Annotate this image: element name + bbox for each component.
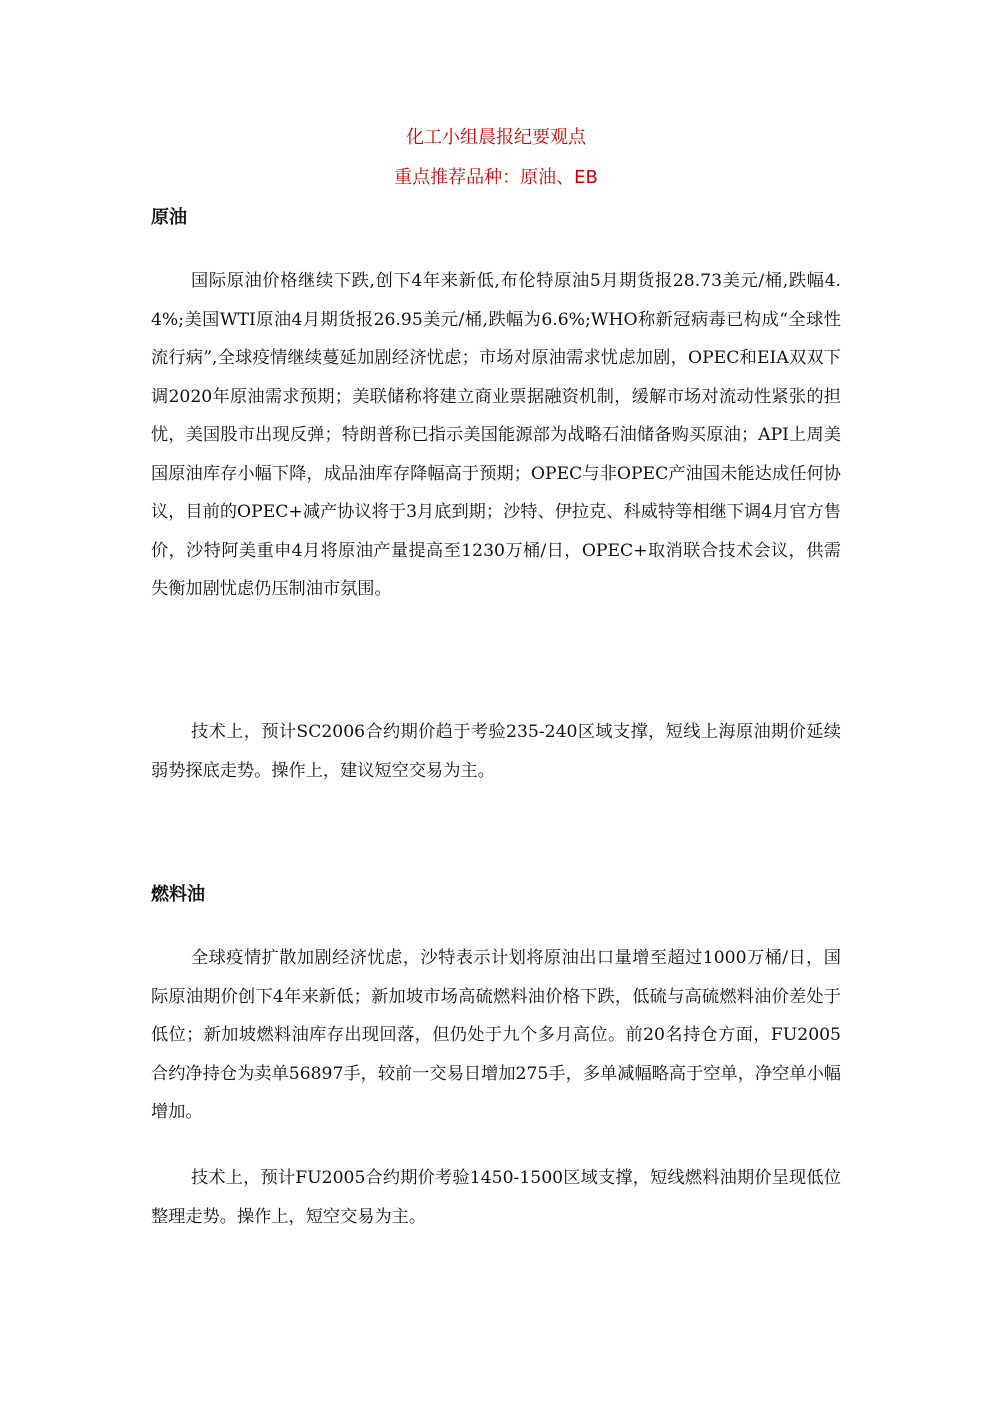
fuel-oil-paragraph-fundamentals: 全球疫情扩散加剧经济忧虑，沙特表示计划将原油出口量增至超过1000万桶/日，国际原油期价创下4年来新低；新加坡市场高硫燃料油价格下跌，低硫与高硫燃料油价差处于低位；新加坡燃料油库存出现回落，但仍处于九个多月高位。前20名持仓方面，FU2005合约净持仓为卖单56897手，较前一交易日增加275手，多单减幅略高于空单，净空单小幅增加。 — [151, 948, 841, 1122]
crude-oil-paragraph-technical: 技术上，预计SC2006合约期价趋于考验235-240区域支撑，短线上海原油期价延续弱势探底走势。操作上，建议短空交易为主。 — [151, 722, 841, 781]
section-heading-fuel-oil: 燃料油 — [151, 884, 205, 905]
crude-oil-paragraph-fundamentals: 国际原油价格继续下跌,创下4年来新低,布伦特原油5月期货报28.73美元/桶,跌幅4.4%;美国WTI原油4月期货报26.95美元/桶,跌幅为6.6%;WHO称新冠病毒已构成“全球性流行病”,全球疫情继续蔓延加剧经济忧虑；市场对原油需求忧虑加剧，OPEC和EIA双双下调2020年原油需求预期；美联储称将建立商业票据融资机制，缓解市场对流动性紧张的担忧，美国股市出现反弹；特朗普称已指示美国能源部为战略石油储备购买原油；API上周美国原油库存小幅下降，成品油库存降幅高于预期；OPEC与非OPEC产油国未能达成任何协议，目前的OPEC+减产协议将于3月底到期；沙特、伊拉克、科威特等相继下调4月官方售价，沙特阿美重申4月将原油产量提高至1230万桶/日，OPEC+取消联合技术会议，供需失衡加剧忧虑仍压制油市氛围。 — [151, 271, 841, 599]
fuel-oil-paragraph-technical: 技术上，预计FU2005合约期价考验1450-1500区域支撑，短线燃料油期价呈现低位整理走势。操作上，短空交易为主。 — [151, 1168, 841, 1227]
section-heading-crude-oil: 原油 — [151, 207, 187, 228]
document-subtitle: 重点推荐品种：原油、EB — [394, 167, 598, 188]
document-title: 化工小组晨报纪要观点 — [406, 127, 586, 148]
